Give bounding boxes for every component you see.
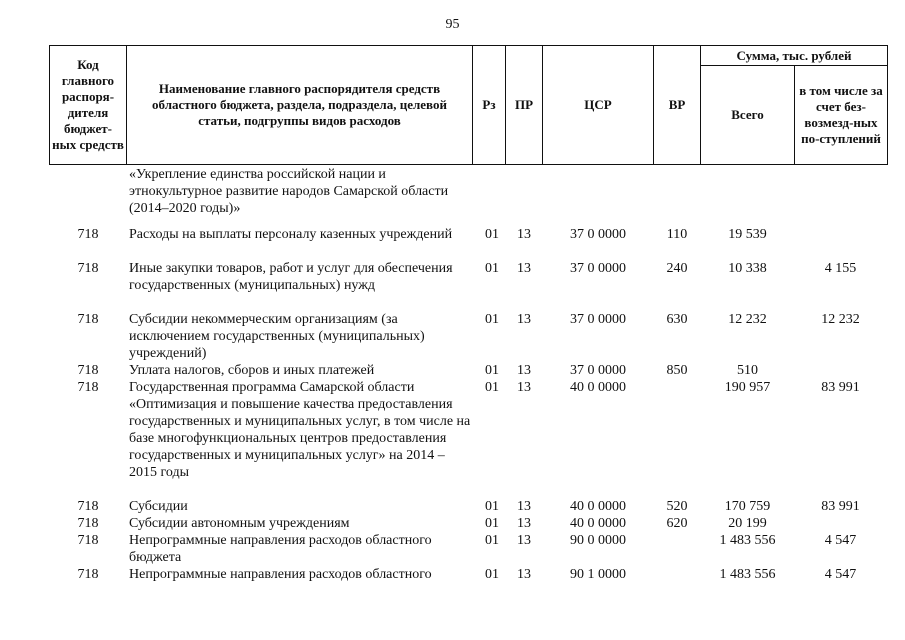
table-row xyxy=(49,498,888,515)
table-row xyxy=(49,566,888,583)
row-pr: 13 xyxy=(517,227,531,242)
row-name: Уплата налогов, сборов и иных платежей xyxy=(129,363,375,378)
row-pr: 13 xyxy=(517,499,531,514)
table-row xyxy=(49,260,888,311)
table-row xyxy=(49,362,888,379)
row-name: Расходы на выплаты персоналу казенных учреждений xyxy=(129,227,453,242)
row-rz: 01 xyxy=(485,380,499,395)
row-total: 19 539 xyxy=(728,227,767,242)
row-rz: 01 xyxy=(485,567,499,582)
row-pr: 13 xyxy=(517,567,531,582)
header-rz: Рз xyxy=(472,45,506,165)
row-code: 718 xyxy=(77,567,99,582)
row-code: 718 xyxy=(77,499,99,514)
row-code: 718 xyxy=(77,227,99,242)
row-csr: 37 0 0000 xyxy=(570,363,626,378)
row-name: Субсидии xyxy=(129,499,188,514)
row-name: Государственная программа Самарской области «Оптимизация и повышение качества предоставления государственных и муниципальных услуг, в том числе на базе многофункциональных центров предоставления государственных и муниципальных услуг» на 2014 – 2015 годы xyxy=(129,380,471,480)
table-row xyxy=(49,311,888,362)
row-total: 190 957 xyxy=(724,380,771,395)
row-subsidy: 4 547 xyxy=(824,567,857,582)
row-total: 20 199 xyxy=(728,516,767,531)
row-csr: 90 1 0000 xyxy=(570,567,626,582)
row-total: 170 759 xyxy=(724,499,771,514)
row-rz: 01 xyxy=(485,533,499,548)
row-total: 12 232 xyxy=(728,312,767,327)
row-subsidy: 4 547 xyxy=(824,533,857,548)
row-csr: 40 0 0000 xyxy=(570,380,626,395)
row-name: Субсидии автономным учреждениям xyxy=(129,516,350,531)
row-code: 718 xyxy=(77,516,99,531)
row-csr: 40 0 0000 xyxy=(570,499,626,514)
row-pr: 13 xyxy=(517,380,531,395)
row-subsidy: 4 155 xyxy=(824,261,857,276)
row-vr: 110 xyxy=(666,227,688,242)
row-pr: 13 xyxy=(517,312,531,327)
row-code: 718 xyxy=(77,312,99,327)
row-vr: 620 xyxy=(666,516,688,531)
table-row xyxy=(49,515,888,532)
row-csr: 37 0 0000 xyxy=(570,312,626,327)
row-rz: 01 xyxy=(485,312,499,327)
row-code: 718 xyxy=(77,363,99,378)
header-subsidy: в том числе за счет без-возмезд-ных по-ступлений xyxy=(794,65,888,165)
header-csr: ЦСР xyxy=(542,45,654,165)
row-total: 1 483 556 xyxy=(719,533,776,548)
table-row xyxy=(49,166,888,226)
row-pr: 13 xyxy=(517,363,531,378)
row-csr: 37 0 0000 xyxy=(570,227,626,242)
row-subsidy: 12 232 xyxy=(821,312,860,327)
row-rz: 01 xyxy=(485,363,499,378)
row-rz: 01 xyxy=(485,516,499,531)
row-vr: 850 xyxy=(666,363,688,378)
row-rz: 01 xyxy=(485,227,499,242)
row-vr: 520 xyxy=(666,499,688,514)
row-subsidy: 83 991 xyxy=(821,499,860,514)
header-vr: ВР xyxy=(653,45,701,165)
row-pr: 13 xyxy=(517,261,531,276)
row-csr: 37 0 0000 xyxy=(570,261,626,276)
header-pr: ПР xyxy=(505,45,543,165)
table-row xyxy=(49,379,888,498)
row-name: Непрограммные направления расходов областного бюджета xyxy=(129,533,432,565)
table-row xyxy=(49,226,888,260)
table-header xyxy=(49,45,888,165)
row-pr: 13 xyxy=(517,516,531,531)
row-csr: 90 0 0000 xyxy=(570,533,626,548)
row-code: 718 xyxy=(77,533,99,548)
row-total: 510 xyxy=(737,363,758,378)
header-sum: Сумма, тыс. рублей xyxy=(700,45,888,66)
row-total: 10 338 xyxy=(728,261,767,276)
row-name: «Укрепление единства российской нации и этнокультурное развитие народов Самарской области (2014–2020 годы)» xyxy=(129,167,449,216)
row-name: Субсидии некоммерческим организациям (за исключением государственных (муниципальных) учреждений) xyxy=(129,312,425,361)
header-name: Наименование главного распорядителя средств областного бюджета, раздела, подраздела, целевой статьи, подгруппы видов расходов xyxy=(126,45,473,165)
row-vr: 630 xyxy=(666,312,688,327)
table-body xyxy=(49,166,888,583)
row-code: 718 xyxy=(77,261,99,276)
row-rz: 01 xyxy=(485,499,499,514)
page-number: 95 xyxy=(445,17,460,32)
header-code: Код главного распоря-дителя бюджет-ных средств xyxy=(49,45,127,165)
row-vr: 240 xyxy=(666,261,688,276)
row-pr: 13 xyxy=(517,533,531,548)
row-code: 718 xyxy=(77,380,99,395)
row-name: Иные закупки товаров, работ и услуг для обеспечения государственных (муниципальных) нужд xyxy=(129,261,453,293)
row-subsidy: 83 991 xyxy=(821,380,860,395)
row-total: 1 483 556 xyxy=(719,567,776,582)
row-rz: 01 xyxy=(485,261,499,276)
row-csr: 40 0 0000 xyxy=(570,516,626,531)
table-row xyxy=(49,532,888,566)
row-name: Непрограммные направления расходов областного xyxy=(129,567,432,582)
header-total: Всего xyxy=(700,65,795,165)
